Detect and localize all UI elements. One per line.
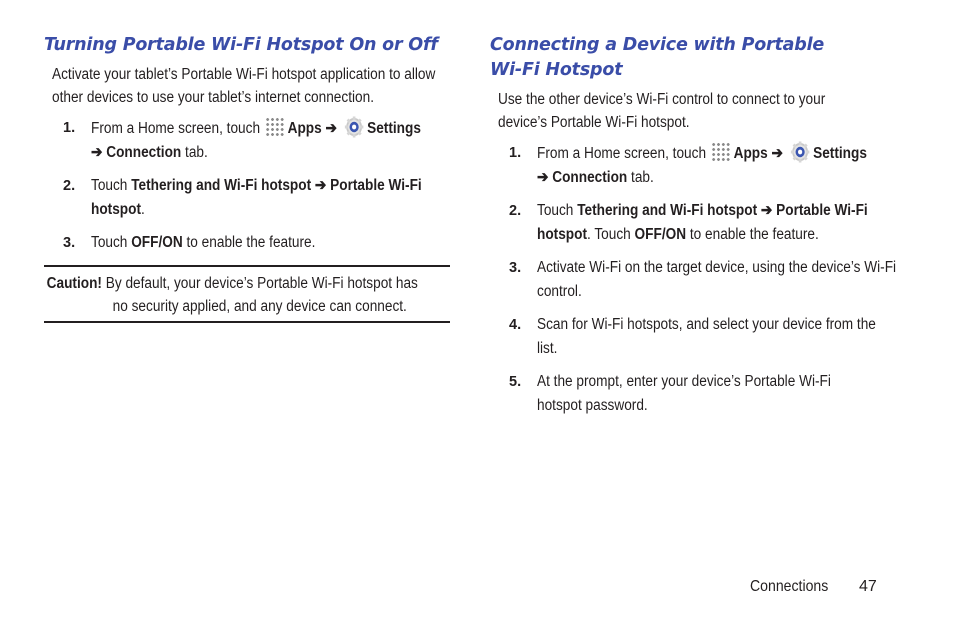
step-number: 4.	[509, 317, 522, 333]
step-text: tab.	[627, 169, 654, 186]
settings-gear-icon	[344, 116, 363, 138]
title-line: Connecting a Device with Portable	[490, 35, 825, 55]
step-text: .	[141, 201, 145, 218]
page-number: 47	[859, 578, 877, 595]
steps-list	[44, 116, 452, 255]
apps-label: Apps	[287, 120, 322, 137]
apps-grid-icon	[712, 142, 731, 162]
title-line: Wi-Fi Hotspot	[490, 60, 623, 80]
step-text: Touch	[91, 177, 132, 194]
step-item	[44, 116, 452, 165]
steps-list	[490, 141, 900, 418]
section-title-connecting-device	[490, 33, 900, 83]
step-number: 1.	[63, 120, 76, 136]
step-item	[490, 141, 900, 190]
arrow: ➔	[767, 145, 787, 162]
intro-paragraph: Activate your tablet’s Portable Wi-Fi hotspot application to allow other devices to use your tablet’s internet connection.	[52, 66, 436, 106]
settings-label: Settings	[367, 120, 421, 137]
step-text: Activate Wi-Fi on the target device, using the device’s Wi-Fi control.	[537, 259, 897, 300]
step-number: 2.	[63, 178, 76, 194]
step-text: tab.	[181, 144, 208, 161]
connection-label: Connection	[106, 144, 182, 161]
step-text: to enable the feature.	[686, 226, 819, 243]
section-title-turning-hotspot: Turning Portable Wi-Fi Hotspot On or Off	[44, 35, 438, 55]
step-number: 2.	[509, 203, 522, 219]
arrow: ➔	[321, 120, 341, 137]
step-item	[490, 199, 900, 247]
connection-label: Connection	[552, 169, 628, 186]
step-number: 1.	[509, 145, 522, 161]
apps-label: Apps	[733, 145, 768, 162]
apps-grid-icon	[266, 117, 285, 137]
off-on-label: OFF/ON	[131, 234, 183, 251]
step-text: . Touch	[587, 226, 635, 243]
settings-gear-icon	[790, 141, 809, 163]
step-text: Scan for Wi-Fi hotspots, and select your device from the list.	[537, 316, 876, 357]
caution-label: Caution!	[46, 275, 102, 292]
step-text: Touch	[91, 234, 132, 251]
menu-path: Tethering and Wi-Fi hotspot ➔ Portable Wi-Fi hotspot	[91, 177, 422, 218]
step-text: From a Home screen, touch	[537, 145, 707, 162]
right-column	[490, 33, 900, 427]
step-text: to enable the feature.	[182, 234, 316, 251]
step-text: Touch	[537, 202, 578, 219]
footer-section-name: Connections	[750, 578, 829, 595]
arrow: ➔	[91, 144, 107, 161]
step-item	[44, 231, 452, 255]
step-number: 3.	[63, 235, 76, 251]
caution-text: By default, your device’s Portable Wi-Fi hotspot has	[101, 275, 418, 292]
step-text: At the prompt, enter your device’s Portable Wi-Fi hotspot password.	[537, 373, 831, 414]
step-number: 5.	[509, 374, 522, 390]
step-item	[490, 313, 900, 361]
step-text: From a Home screen, touch	[91, 120, 261, 137]
caution-box	[44, 265, 450, 323]
step-number: 3.	[509, 260, 522, 276]
intro-paragraph: Use the other device’s Wi-Fi control to connect to your device’s Portable Wi-Fi hotspot.	[498, 91, 826, 131]
left-column	[44, 33, 452, 264]
step-item	[44, 174, 452, 222]
arrow: ➔	[537, 169, 553, 186]
menu-path: Tethering and Wi-Fi hotspot ➔ Portable Wi-Fi hotspot	[537, 202, 868, 243]
off-on-label: OFF/ON	[634, 226, 687, 243]
caution-text: no security applied, and any device can connect.	[112, 297, 407, 315]
step-item	[490, 256, 900, 304]
settings-label: Settings	[813, 145, 867, 162]
step-item	[490, 370, 900, 418]
